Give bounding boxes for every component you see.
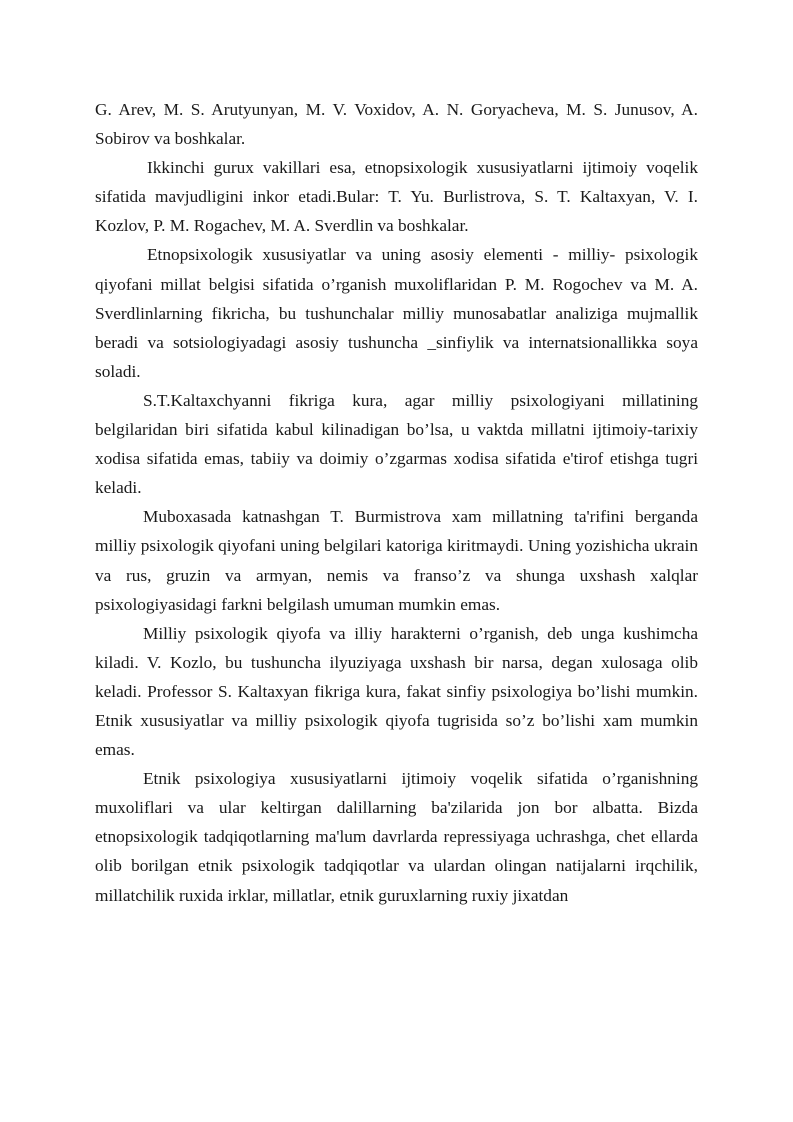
- document-page: [95, 95, 698, 910]
- paragraph-ethnic-psychology-opponents: Etnik psixologiya xususiyatlarni ijtimoiy voqelik sifatida o’rganishning muxoliflari va ular keltirgan dalillarning ba'zilarida jon bor albatta. Bizda etnopsixologik tadqiqotlarning ma'lum davrlarda repressiyaga uchrashga, chet ellarda olib borilgan etnik psixologik tadqiqotlar va ulardan olingan natijalarni irqchilik, millatchilik ruxida irklar, millatlar, etnik guruxlarning ruxiy jixatdan: [95, 769, 698, 905]
- paragraph-authors-list: G. Arev, M. S. Arutyunyan, M. V. Voxidov, A. N. Goryacheva, M. S. Junusov, A. Sobirov va boshkalar.: [95, 100, 698, 149]
- paragraph-ethnopsychological-features: Etnopsixologik xususiyatlar va uning asosiy elementi - milliy- psixologik qiyofani millat belgisi sifatida o’rganish muxoliflaridan P. M. Rogochev va M. A. Sverdlinlarning fikricha, bu tushunchalar milliy munosabatlar analiziga mujmallik beradi va sotsiologiyadagi asosiy tushuncha _sinfiylik va internatsionallikka soya soladi.: [95, 245, 698, 381]
- paragraph-kaltaxchyan-opinion: S.T.Kaltaxchyanni fikriga kura, agar milliy psixologiyani millatining belgilaridan biri sifatida kabul kilinadigan bo’lsa, u vaktda millatni ijtimoiy-tarixiy xodisa sifatida emas, tabiiy va doimiy o’zgarmas xodisa sifatida e'tirof etishga tugri keladi.: [95, 390, 698, 498]
- paragraph-burmistrova-discussion: Muboxasada katnashgan T. Burmistrova xam millatning ta'rifini berganda milliy psixologik qiyofani uning belgilari katoriga kiritmaydi. Uning yozishicha ukrain va rus, gruzin va armyan, nemis va franso’z va shunga uxshash xalqlar psixologiyasidagi farkni belgilash umuman mumkin emas.: [95, 507, 698, 614]
- paragraph-national-character: Milliy psixologik qiyofa va illiy harakterni o’rganish, deb unga kushimcha kiladi. V. Kozlo, bu tushuncha ilyuziyaga uxshash bir narsa, degan xulosaga olib keladi. Professor S. Kaltaxyan fikriga kura, fakat sinfiy psixologiya bo’lishi mumkin. Etnik xususiyatlar va milliy psixologik qiyofa tugrisida so’z bo’lishi xam mumkin emas.: [95, 623, 698, 760]
- paragraph-second-group: Ikkinchi gurux vakillari esa, etnopsixologik xususiyatlarni ijtimoiy voqelik sifatida mavjudligini inkor etadi.Bular: T. Yu. Burlistrova, S. T. Kaltaxyan, V. I. Kozlov, P. M. Rogachev, M. A. Sverdlin va boshkalar.: [95, 158, 698, 236]
